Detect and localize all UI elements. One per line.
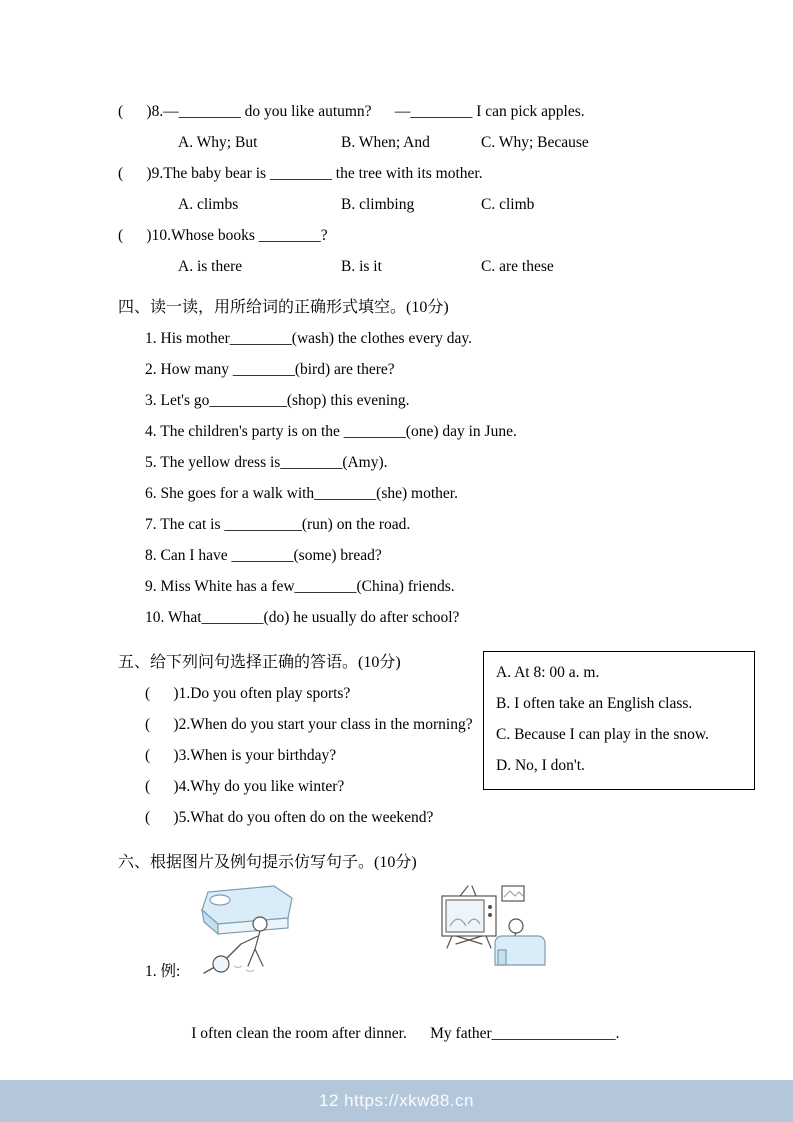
multiple-choice-section	[118, 96, 755, 282]
section-six-title: 六、根据图片及例句提示仿写句子。(10分)	[118, 854, 417, 871]
mc-question-9: ( )9.The baby bear is ________ the tree with its mother.	[118, 165, 483, 182]
mc-options-10	[118, 251, 755, 282]
mc-options-9	[118, 189, 755, 220]
mc-question-8: ( )8.—________ do you like autumn? —________ I can pick apples.	[118, 103, 585, 120]
fill-blank-item-8: 8. Can I have ________(some) bread?	[145, 547, 382, 564]
answer-option-c: C. Because I can play in the snow.	[496, 726, 709, 743]
cleaning-room-illustration	[196, 872, 314, 976]
watching-tv-illustration	[436, 884, 548, 976]
mc-option-c: C. climb	[481, 196, 535, 213]
section-five-title: 五、给下列问句选择正确的答语。(10分)	[118, 654, 401, 671]
fill-blank-item-10: 10. What________(do) he usually do after school?	[145, 609, 460, 626]
mc-option-c: C. Why; Because	[481, 134, 589, 151]
fill-blank-item-3: 3. Let's go__________(shop) this evening.	[145, 392, 410, 409]
matching-question-2: ( )2.When do you start your class in the morning?	[145, 716, 473, 733]
mc-option-b: B. climbing	[341, 196, 415, 213]
section-four-title: 四、读一读，用所给词的正确形式填空。(10分)	[118, 299, 449, 316]
fill-blank-item-7: 7. The cat is __________(run) on the road.	[145, 516, 411, 533]
mc-options-8	[118, 127, 755, 158]
example-sentence-row	[118, 987, 755, 1080]
fill-blank-item-4: 4. The children's party is on the ________(one) day in June.	[145, 423, 517, 440]
answer-option-a: A. At 8: 00 a. m.	[496, 664, 600, 681]
fill-blank-item-2: 2. How many ________(bird) are there?	[145, 361, 395, 378]
example-label: 1. 例:	[145, 963, 181, 980]
answer-options-box	[483, 651, 755, 790]
mc-option-a: A. Why; But	[178, 134, 258, 151]
fill-blank-item-6: 6. She goes for a walk with________(she) mother.	[145, 485, 458, 502]
mc-option-b: B. is it	[341, 258, 382, 275]
fill-blank-item-1: 1. His mother________(wash) the clothes every day.	[145, 330, 472, 347]
mc-option-c: C. are these	[481, 258, 554, 275]
worksheet-content	[118, 96, 755, 1080]
mc-question-10: ( )10.Whose books ________?	[118, 227, 328, 244]
fill-blank-item-9: 9. Miss White has a few________(China) friends.	[145, 578, 455, 595]
footer-page-url: 12 https://xkw88.cn	[318, 1091, 475, 1110]
section-six-picture-writing	[118, 847, 755, 1080]
section-five-matching	[118, 647, 755, 833]
page-footer	[0, 1080, 793, 1122]
matching-question-4: ( )4.Why do you like winter?	[145, 778, 345, 795]
answer-option-b: B. I often take an English class.	[496, 695, 693, 712]
matching-question-3: ( )3.When is your birthday?	[145, 747, 337, 764]
answer-option-d: D. No, I don't.	[496, 757, 585, 774]
matching-question-1: ( )1.Do you often play sports?	[145, 685, 351, 702]
section-four-fill-blanks	[118, 292, 755, 633]
example-sentence: I often clean the room after dinner.	[191, 1025, 407, 1042]
mc-option-b: B. When; And	[341, 134, 430, 151]
matching-question-5: ( )5.What do you often do on the weekend?	[145, 809, 434, 826]
mc-option-a: A. is there	[178, 258, 243, 275]
writing-prompt: My father________________.	[406, 1025, 620, 1042]
mc-option-a: A. climbs	[178, 196, 239, 213]
fill-blank-item-5: 5. The yellow dress is________(Amy).	[145, 454, 388, 471]
